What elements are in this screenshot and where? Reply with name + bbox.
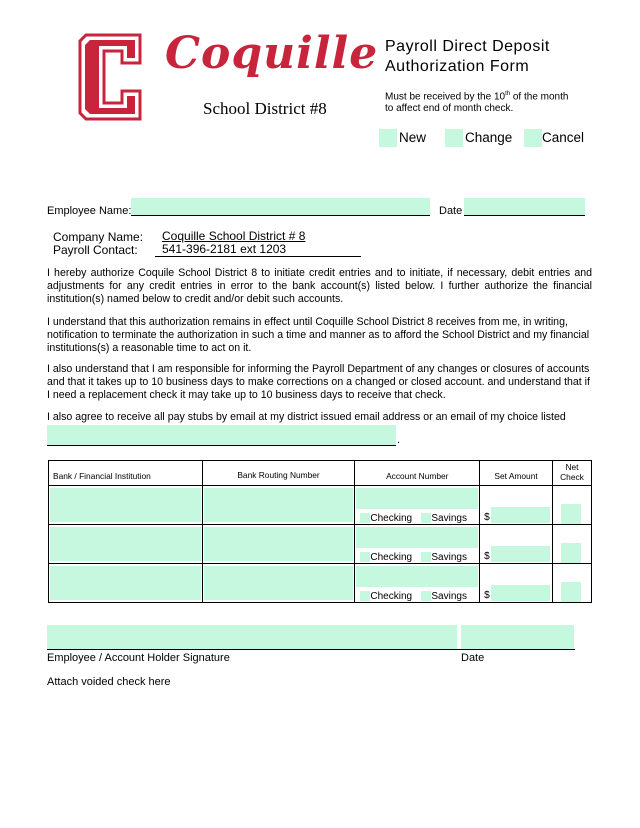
new-checkbox[interactable] [379, 129, 397, 147]
account-number-field[interactable] [356, 566, 478, 587]
bank-name-field[interactable] [49, 525, 203, 564]
set-amount-field[interactable] [491, 507, 550, 523]
signature-underline [47, 649, 575, 650]
bank-name-field[interactable] [49, 564, 203, 603]
savings-checkbox[interactable] [421, 552, 431, 562]
employee-name-field[interactable] [131, 198, 430, 216]
payroll-contact-label: Payroll Contact: [53, 243, 138, 257]
signature-field[interactable] [47, 625, 457, 649]
net-check-cell [553, 564, 592, 603]
amount-cell [480, 486, 553, 525]
set-amount-field[interactable] [491, 546, 550, 562]
form-title-line1: Payroll Direct Deposit [385, 38, 550, 55]
account-number-field[interactable] [356, 488, 478, 509]
currency-symbol: $ [484, 551, 490, 562]
responsibility-paragraph: I also understand that I am responsible for informing the Payroll Department of any changes or closures of accounts and that it takes up to 10 business days to make corrections on a changed or closed account. and understand that if I need a replacement check it may take up to 10 business days to receive that check. [47, 363, 590, 402]
district-name-script: Coquille [165, 28, 379, 79]
email-consent-paragraph: I also agree to receive all pay stubs by email at my district issued email address or an email of my choice listed [47, 411, 566, 423]
payroll-contact-value: 541-396-2181 ext 1203 [155, 242, 361, 257]
account-cell [355, 486, 480, 525]
account-cell [355, 564, 480, 603]
currency-symbol: $ [484, 590, 490, 601]
table-row [49, 564, 592, 603]
checking-checkbox[interactable] [360, 591, 370, 601]
email-line-end: . [397, 434, 401, 446]
company-name-value: Coquille School District # 8 [162, 229, 306, 243]
signature-label: Employee / Account Holder Signature [47, 652, 230, 664]
checking-checkbox[interactable] [360, 513, 370, 523]
header-net-check: Net Check [553, 461, 592, 486]
amount-cell [480, 564, 553, 603]
net-check-cell [553, 525, 592, 564]
block-c-icon [78, 33, 148, 121]
new-option-label: New [399, 130, 427, 145]
notice-text: Must be received by the 10 [385, 91, 506, 103]
district-subtitle: School District #8 [203, 99, 327, 118]
savings-label: Savings [431, 591, 467, 602]
attach-check-note: Attach voided check here [47, 676, 171, 688]
table-row [49, 486, 592, 525]
cancel-option-label: Cancel [542, 130, 585, 145]
signature-date-label: Date [461, 652, 485, 664]
signature-date-field[interactable] [461, 625, 574, 649]
checking-label: Checking [370, 513, 413, 524]
currency-symbol: $ [484, 512, 490, 523]
employee-date-field[interactable] [464, 198, 585, 216]
savings-checkbox[interactable] [421, 591, 431, 601]
change-checkbox[interactable] [445, 129, 463, 147]
table-row [49, 525, 592, 564]
savings-label: Savings [431, 513, 467, 524]
cancel-checkbox[interactable] [524, 129, 542, 147]
employee-date-label: Date [439, 205, 463, 217]
account-number-field[interactable] [356, 527, 478, 548]
header-bank: Bank / Financial Institution [49, 461, 203, 486]
savings-checkbox[interactable] [421, 513, 431, 523]
account-cell [355, 525, 480, 564]
form-title-line2: Authorization Form [385, 58, 530, 75]
set-amount-field[interactable] [491, 585, 550, 601]
checking-label: Checking [370, 552, 413, 563]
routing-number-field[interactable] [202, 564, 355, 603]
notice-superscript: th [505, 91, 511, 97]
district-logo [78, 33, 148, 121]
net-check-checkbox[interactable] [561, 582, 581, 602]
deadline-notice [385, 88, 568, 115]
authorization-paragraph: I hereby authorize Coquile School District 8 to initiate credit entries and to initiate, if necessary, debit entries and adjustments for any credit entries in error to the bank account(s) listed below. I further authorize the financial institution(s) named below to credit and/or debit such accounts. [47, 267, 592, 306]
termination-paragraph: I understand that this authorization remains in effect until Coquille School District 8 receives from me, in writing, notification to terminate the authorization in such a time and manner as to afford the School District and my financial institutions(s) a reasonable time to act on it. [47, 316, 590, 355]
company-name-label: Company Name: [53, 230, 144, 244]
bank-account-table [48, 460, 592, 603]
header-account: Account Number [355, 461, 480, 486]
notice-line2: to affect end of month check. [385, 103, 514, 115]
checking-label: Checking [370, 591, 413, 602]
header-routing: Bank Routing Number [202, 461, 355, 486]
net-check-checkbox[interactable] [561, 504, 581, 524]
notice-text-end: of the month [510, 91, 569, 103]
net-check-checkbox[interactable] [561, 543, 581, 563]
routing-number-field[interactable] [202, 486, 355, 525]
employee-name-label: Employee Name: [47, 205, 132, 217]
net-check-cell [553, 486, 592, 525]
checking-checkbox[interactable] [360, 552, 370, 562]
change-option-label: Change [465, 130, 513, 145]
bank-name-field[interactable] [49, 486, 203, 525]
routing-number-field[interactable] [202, 525, 355, 564]
amount-cell [480, 525, 553, 564]
savings-label: Savings [431, 552, 467, 563]
email-field[interactable] [47, 425, 396, 446]
header-amount: Set Amount [480, 461, 553, 486]
